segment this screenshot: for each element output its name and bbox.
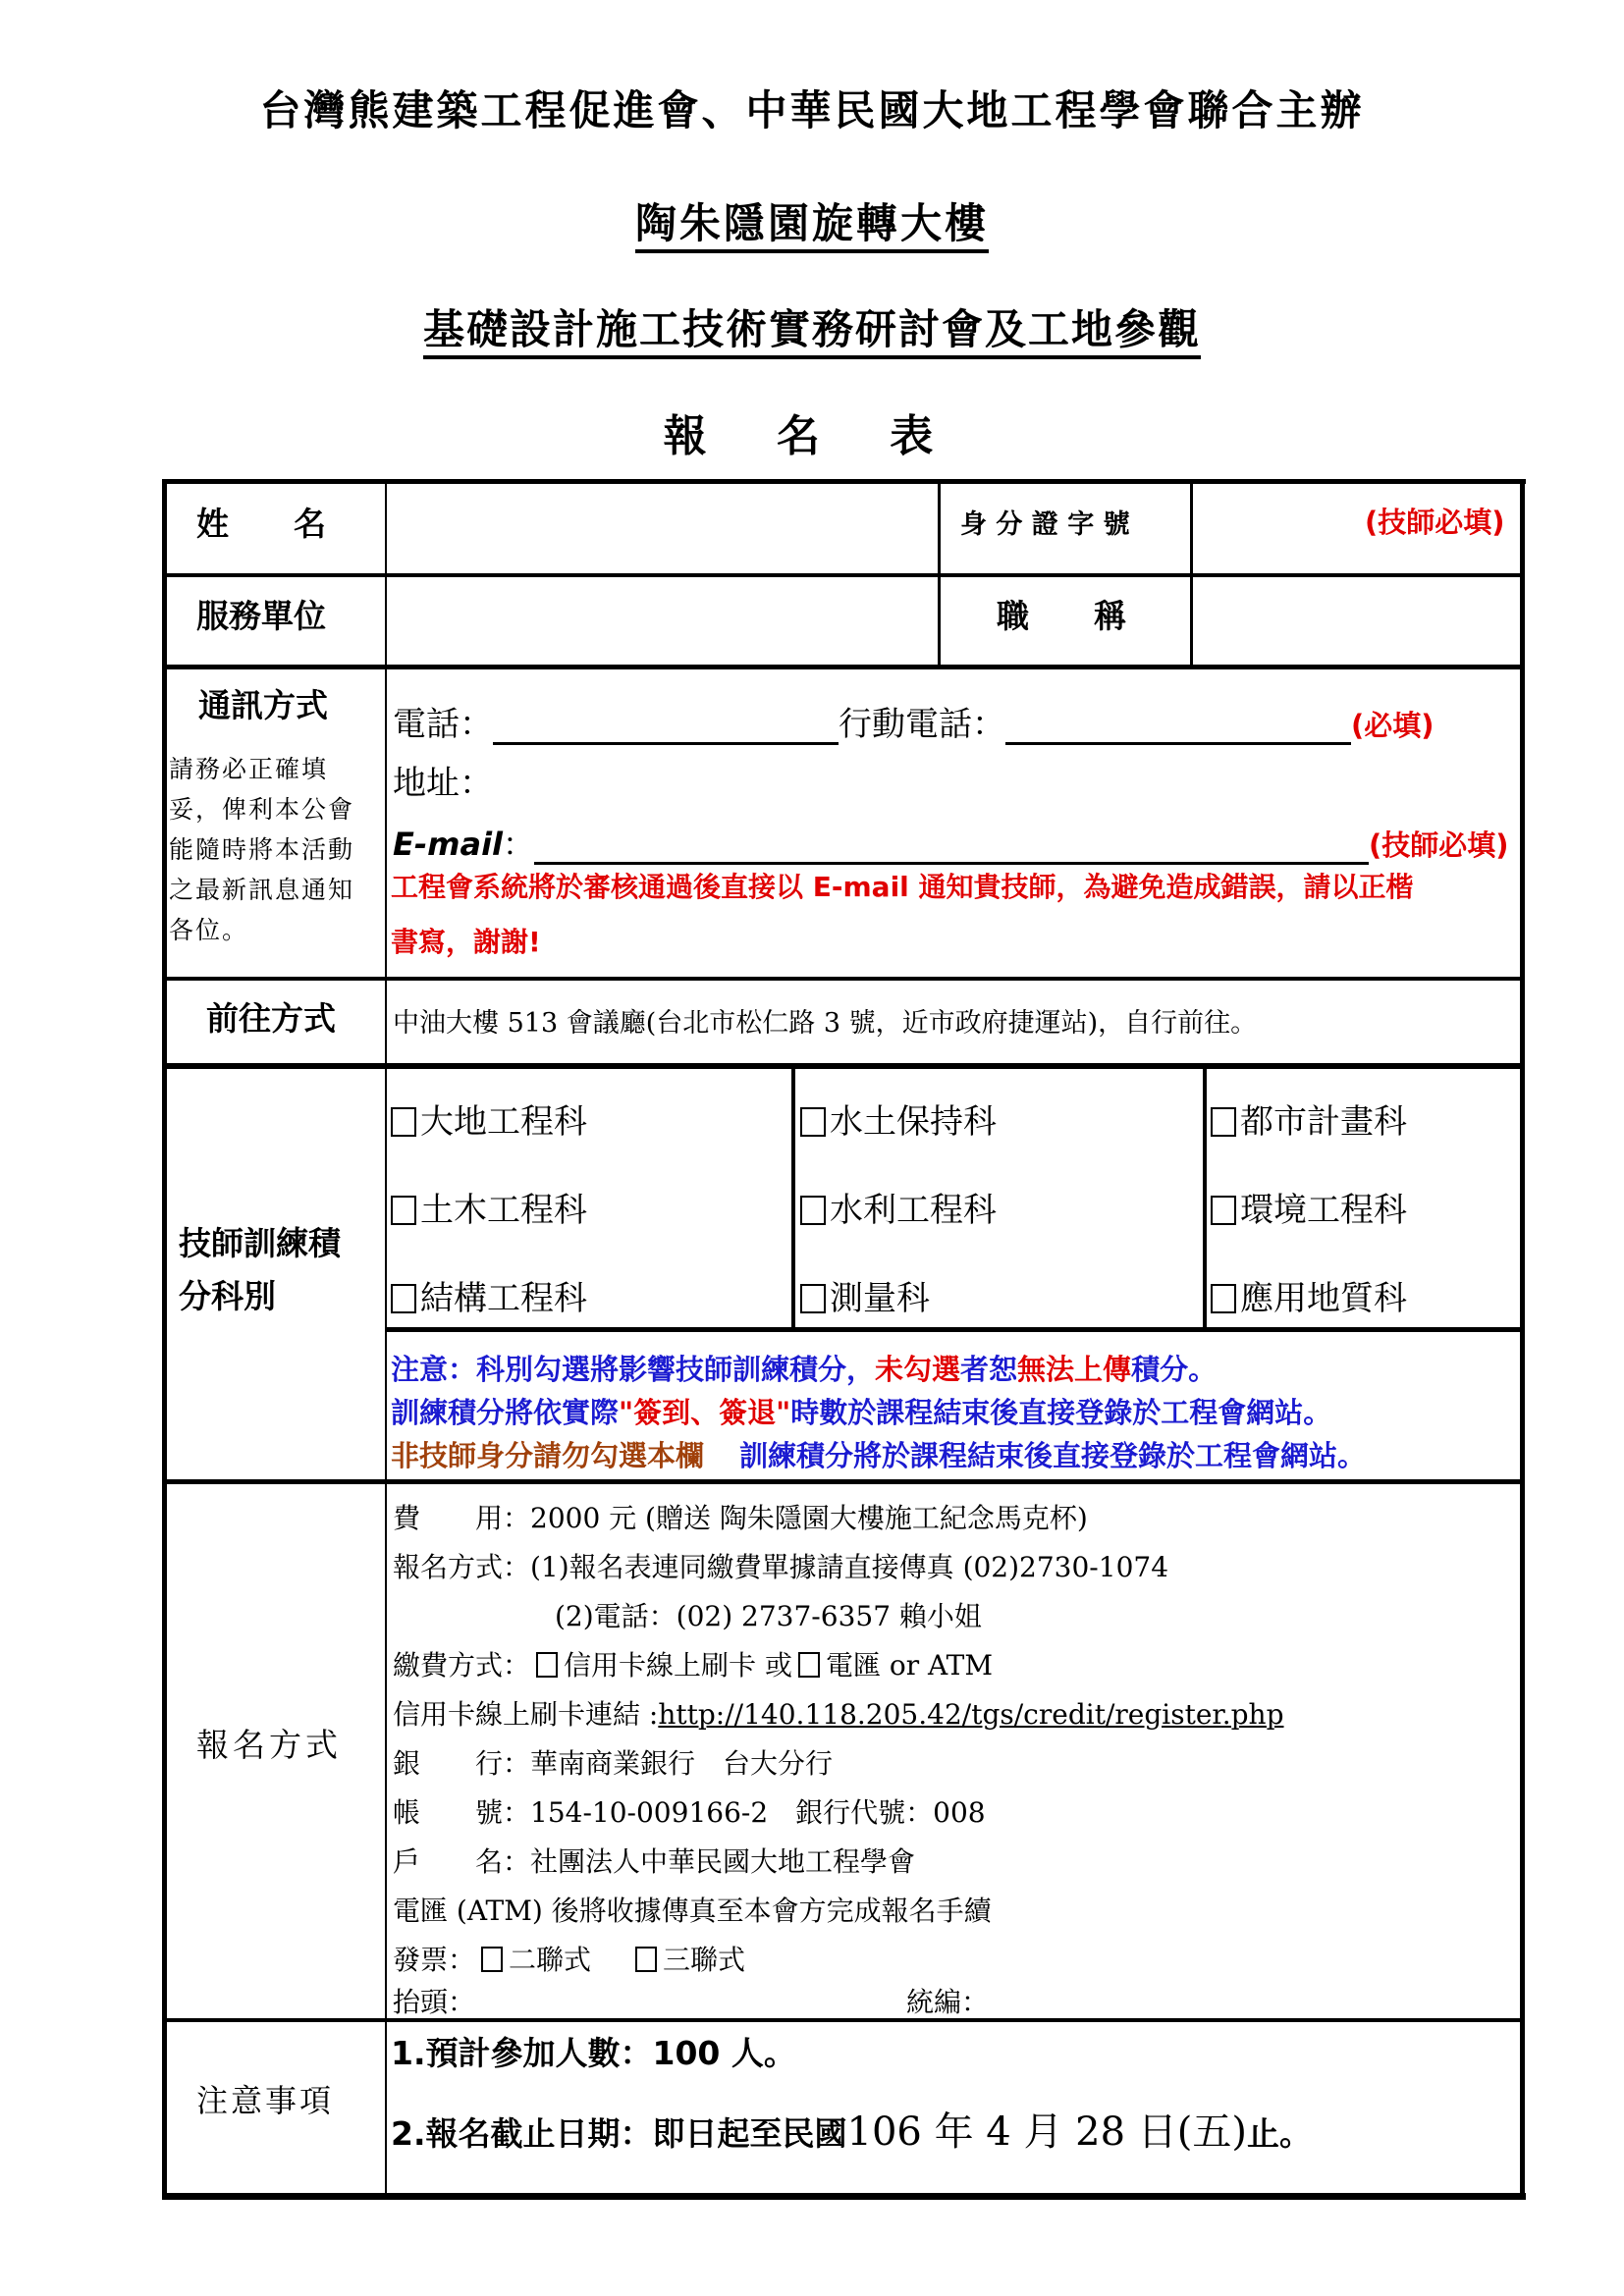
- row-divider: [386, 1327, 1523, 1332]
- email-field[interactable]: [534, 828, 1369, 865]
- phone-label: 電話：: [393, 705, 493, 744]
- contact-hint-line: 之最新訊息通知: [169, 876, 355, 904]
- credit-note-emphasis: 無法上傳: [1017, 1353, 1132, 1386]
- email-row: [393, 820, 1509, 865]
- mobile-field[interactable]: [1005, 709, 1351, 745]
- invoice-title-field[interactable]: [475, 1991, 873, 2020]
- method-line1: 報名方式：(1)報名表連同繳費單據請直接傳真 (02)2730-1074: [393, 1551, 1169, 1583]
- notes-item1-text: 預計參加人數：100 人。: [425, 2034, 796, 2072]
- checkbox[interactable]: [1211, 1107, 1236, 1137]
- credit-option-label: 都市計畫科: [1240, 1102, 1407, 1142]
- notes-item2-text: 報名截止日期：即日起至民國: [425, 2114, 847, 2153]
- credit-option[interactable]: [1211, 1183, 1407, 1231]
- project-heading: [0, 191, 1624, 250]
- credit-option-label: 大地工程科: [420, 1102, 587, 1142]
- credit-option[interactable]: [1211, 1271, 1407, 1319]
- contact-hint-line: 能隨時將本活動: [169, 835, 355, 864]
- column-divider: [1190, 481, 1193, 667]
- form-title: 報 名 表: [663, 411, 961, 461]
- checkbox[interactable]: [1211, 1284, 1236, 1313]
- notes-item2: [391, 2101, 1312, 2157]
- contact-hint-line: 妥，俾利本公會: [169, 795, 355, 824]
- payment-label: 繳費方式：: [393, 1649, 531, 1682]
- payment-link-line: [393, 1693, 1284, 1733]
- id-required-note: (技師必填): [1365, 506, 1505, 539]
- email-colon: ：: [503, 826, 535, 863]
- notes-item1-number: 1.: [391, 2034, 426, 2072]
- organization-field[interactable]: [389, 577, 936, 664]
- phone-field[interactable]: [493, 709, 839, 745]
- row-divider: [164, 665, 1523, 669]
- row-divider: [164, 977, 1523, 981]
- email-label: E-mail: [393, 826, 504, 863]
- mobile-required-note: (必填): [1351, 709, 1435, 742]
- credit-option[interactable]: [391, 1095, 587, 1143]
- credit-note-text: 注意：科別勾選將影響技師訓練積分，: [391, 1353, 876, 1386]
- fee-line: 費 用：2000 元 (贈送 陶朱隱園大樓施工紀念馬克杯): [393, 1502, 1088, 1534]
- credit-option[interactable]: [391, 1183, 587, 1231]
- name-field[interactable]: [389, 484, 936, 572]
- payment-line: [393, 1644, 993, 1683]
- invoice-duplicate-checkbox[interactable]: [481, 1947, 503, 1972]
- mobile-label: 行動電話：: [839, 705, 1005, 744]
- checkbox[interactable]: [1211, 1196, 1236, 1225]
- payment-or: 或: [764, 1649, 792, 1682]
- checkbox[interactable]: [391, 1107, 416, 1137]
- job-title-field[interactable]: [1194, 577, 1520, 664]
- invoice-option-duplicate: 二聯式: [509, 1944, 592, 1976]
- contact-hint-line: 請務必正確填: [169, 755, 329, 783]
- payment-transfer-checkbox[interactable]: [798, 1652, 820, 1678]
- organization-label: 服務單位: [196, 597, 326, 635]
- notes-label: 注意事項: [196, 2082, 335, 2119]
- contact-hint: [169, 749, 385, 950]
- transport-label: 前往方式: [206, 999, 336, 1038]
- invoice-title-label: 抬頭：: [393, 1986, 476, 2018]
- credit-option[interactable]: [800, 1183, 997, 1231]
- credit-note-text: 積分。: [1131, 1353, 1218, 1386]
- credit-category-label: [179, 1217, 341, 1323]
- transport-value: 中油大樓 513 會議廳(台北市松仁路 3 號，近市政府捷運站)，自行前往。: [393, 1008, 1258, 1039]
- column-divider: [938, 481, 941, 667]
- credit-option[interactable]: [391, 1271, 587, 1319]
- registration-label: 報名方式: [196, 1726, 342, 1764]
- row-divider: [164, 1063, 1523, 1069]
- email-notice-line1: 工程會系統將於審核通過後直接以 E-mail 通知貴技師，為避免造成錯誤，請以正楷: [391, 871, 1414, 903]
- notes-item1: [391, 2028, 796, 2074]
- checkbox[interactable]: [391, 1196, 416, 1225]
- credit-option[interactable]: [1211, 1095, 1407, 1143]
- notes-deadline-date: 106 年 4 月 28 日(五): [846, 2109, 1247, 2155]
- id-number-label: 身 分 證 字 號: [960, 509, 1130, 540]
- method-line2: (2)電話：(02) 2737-6357 賴小姐: [555, 1600, 982, 1632]
- invoice-line: [393, 1939, 745, 1978]
- job-title-label: 職 稱: [997, 597, 1126, 635]
- invoice-triplicate-checkbox[interactable]: [635, 1947, 657, 1972]
- checkbox[interactable]: [800, 1107, 826, 1137]
- invoice-label: 發票：: [393, 1944, 476, 1976]
- credit-note-line3: [391, 1434, 1366, 1474]
- credit-note-warning: 非技師身分請勿勾選本欄: [391, 1439, 705, 1472]
- table-border-bottom: [162, 2193, 1526, 2200]
- credit-option-label: 測量科: [830, 1279, 930, 1318]
- table-border-right: [1520, 479, 1525, 2200]
- address-row: [393, 756, 493, 804]
- credit-note-text: 者恕: [960, 1353, 1018, 1386]
- account-line: 帳 號：154-10-009166-2 銀行代號：008: [393, 1796, 986, 1829]
- column-divider: [791, 1067, 795, 1330]
- atm-note-line: 電匯 (ATM) 後將收據傳真至本會方完成報名手續: [393, 1895, 992, 1927]
- notes-item2-end: 止。: [1246, 2114, 1312, 2153]
- payment-credit-card-checkbox[interactable]: [536, 1652, 558, 1678]
- checkbox[interactable]: [800, 1196, 826, 1225]
- checkbox[interactable]: [800, 1284, 826, 1313]
- row-divider: [164, 1479, 1523, 1484]
- invoice-option-triplicate: 三聯式: [662, 1944, 745, 1976]
- credit-note-emphasis: 未勾選: [875, 1353, 961, 1386]
- project-heading-text: 陶朱隱園旋轉大樓: [635, 199, 989, 253]
- address-label: 地址：: [393, 764, 493, 803]
- organizers-heading: 台灣熊建築工程促進會、中華民國大地工程學會聯合主辦: [259, 86, 1365, 134]
- phone-row: [393, 697, 1435, 745]
- credit-note-text: 訓練積分將依實際: [391, 1396, 620, 1429]
- credit-category-label-line2: 分科別: [179, 1277, 276, 1315]
- credit-option-label: 應用地質科: [1240, 1279, 1407, 1318]
- checkbox[interactable]: [391, 1284, 416, 1313]
- payment-link[interactable]: http://140.118.205.42/tgs/credit/register.php: [658, 1698, 1284, 1731]
- contact-hint-line: 各位。: [169, 916, 249, 944]
- credit-option-label: 土木工程科: [420, 1191, 587, 1230]
- notes-item2-number: 2.: [391, 2114, 426, 2153]
- event-heading-text: 基礎設計施工技術實務研討會及工地參觀: [423, 305, 1201, 359]
- name-label: 姓 名: [196, 505, 326, 543]
- payment-option-transfer: 電匯 or ATM: [825, 1649, 994, 1682]
- contact-label: 通訊方式: [198, 686, 328, 724]
- payment-link-label: 信用卡線上刷卡連結 :: [393, 1698, 659, 1731]
- credit-option-label: 水土保持科: [830, 1102, 997, 1142]
- credit-note-line1: [391, 1348, 1217, 1388]
- label-column-divider: [385, 481, 387, 2197]
- email-notice-line2: 書寫，謝謝!: [391, 926, 541, 958]
- table-border-left: [162, 479, 167, 2200]
- credit-option-label: 水利工程科: [830, 1191, 997, 1230]
- credit-note-text: 時數於課程結束後直接登錄於工程會網站。: [790, 1396, 1332, 1429]
- email-required-note: (技師必填): [1369, 828, 1509, 862]
- event-heading: [0, 297, 1624, 356]
- credit-note-line2: [391, 1391, 1331, 1431]
- account-name-line: 戶 名：社團法人中華民國大地工程學會: [393, 1845, 916, 1878]
- tax-id-field[interactable]: [989, 1991, 1252, 2020]
- credit-option[interactable]: [800, 1271, 930, 1319]
- column-divider: [1203, 1067, 1207, 1330]
- credit-note-text: 訓練積分將於課程結束後直接登錄於工程會網站。: [739, 1439, 1367, 1472]
- invoice-title-line: [393, 1981, 1252, 2020]
- credit-option-label: 環境工程科: [1240, 1191, 1407, 1230]
- bank-line: 銀 行：華南商業銀行 台大分行: [393, 1747, 834, 1780]
- credit-option[interactable]: [800, 1095, 997, 1143]
- credit-category-label-line1: 技師訓練積: [179, 1224, 341, 1262]
- tax-id-label: 統編：: [906, 1986, 990, 2018]
- credit-note-emphasis: "簽到、簽退": [619, 1396, 791, 1429]
- payment-option-credit-card: 信用卡線上刷卡: [564, 1649, 757, 1682]
- credit-option-label: 結構工程科: [420, 1279, 587, 1318]
